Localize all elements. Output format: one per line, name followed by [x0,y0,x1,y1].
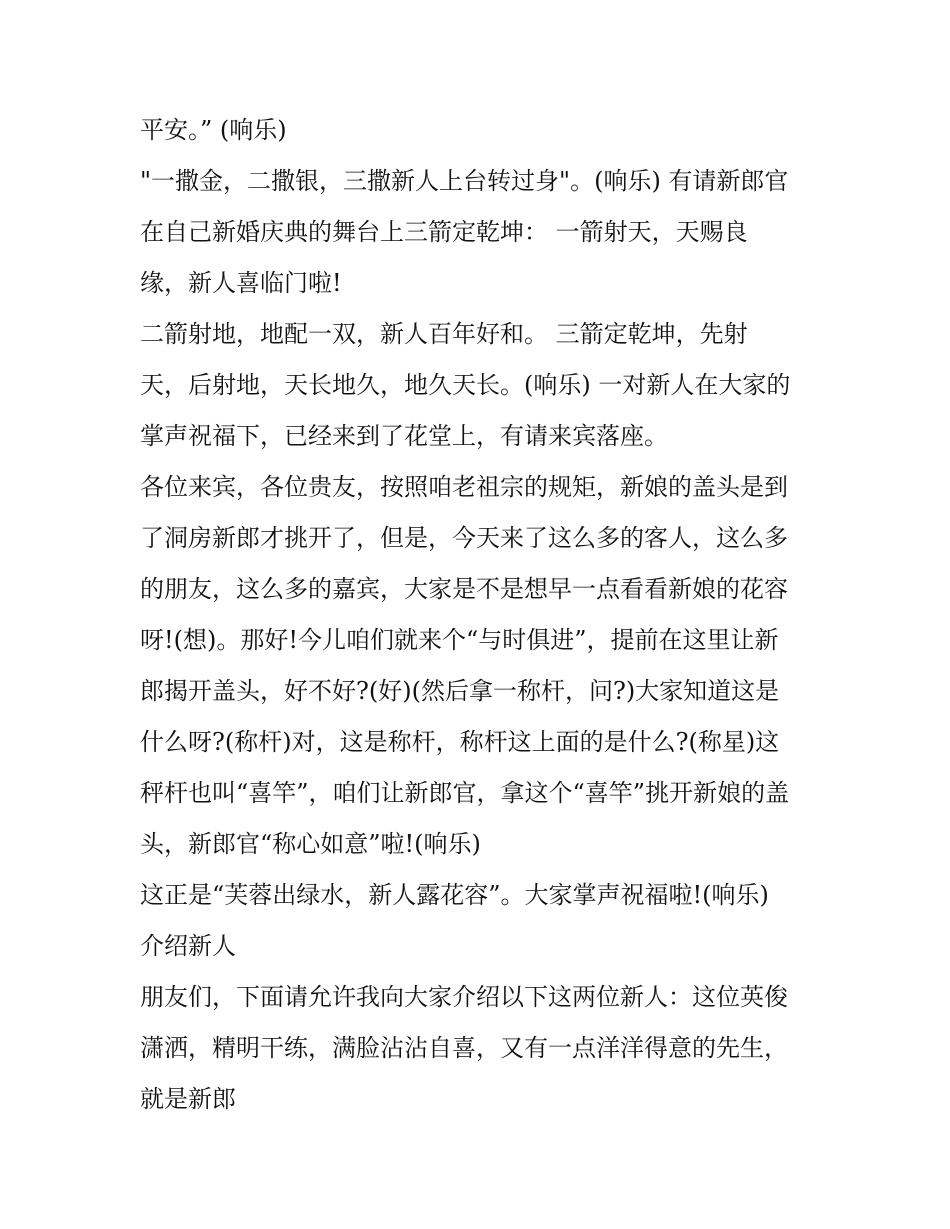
text-line: 二箭射地，地配一双，新人百年好和。 三箭定乾坤，先射 [140,320,748,348]
text-line: 在自己新婚庆典的舞台上三箭定乾坤： 一箭射天，天赐良 [140,218,748,246]
text-line: 头，新郎官“称心如意”啦!(响乐) [140,830,481,858]
document-body [140,108,830,1128]
text-line: "一撒金，二撒银，三撒新人上台转过身"。(响乐) 有请新郎官 [140,167,789,195]
text-line: 就是新郎 [140,1085,236,1113]
text-line: 朋友们，下面请允许我向大家介绍以下这两位新人：这位英俊 [140,983,788,1011]
text-line: 潇洒，精明干练，满脸沾沾自喜，又有一点洋洋得意的先生， [140,1034,788,1062]
text-line: 各位来宾，各位贵友，按照咱老祖宗的规矩，新娘的盖头是到 [140,473,788,501]
text-line: 了洞房新郎才挑开了，但是，今天来了这么多的客人，这么多 [140,524,788,552]
text-line: 掌声祝福下，已经来到了花堂上，有请来宾落座。 [140,422,668,450]
text-line: 平安。” (响乐) [140,116,287,144]
text-line: 天，后射地，天长地久，地久天长。(响乐) 一对新人在大家的 [140,371,791,399]
text-line: 郎揭开盖头，好不好?(好)(然后拿一称杆，问?)大家知道这是 [140,677,780,705]
section-heading: 介绍新人 [140,932,236,960]
text-line: 的朋友，这么多的嘉宾，大家是不是想早一点看看新娘的花容 [140,575,788,603]
text-line: 这正是“芙蓉出绿水，新人露花容”。大家掌声祝福啦!(响乐) [140,881,769,909]
text-line: 秤杆也叫“喜竿”，咱们让新郎官，拿这个“喜竿”挑开新娘的盖 [140,779,790,807]
text-line: 什么呀?(称杆)对，这是称杆，称杆这上面的是什么?(称星)这 [140,728,780,756]
text-line: 缘，新人喜临门啦! [140,269,342,297]
text-line: 呀!(想)。那好!今儿咱们就来个“与时俱进”，提前在这里让新 [140,626,779,654]
